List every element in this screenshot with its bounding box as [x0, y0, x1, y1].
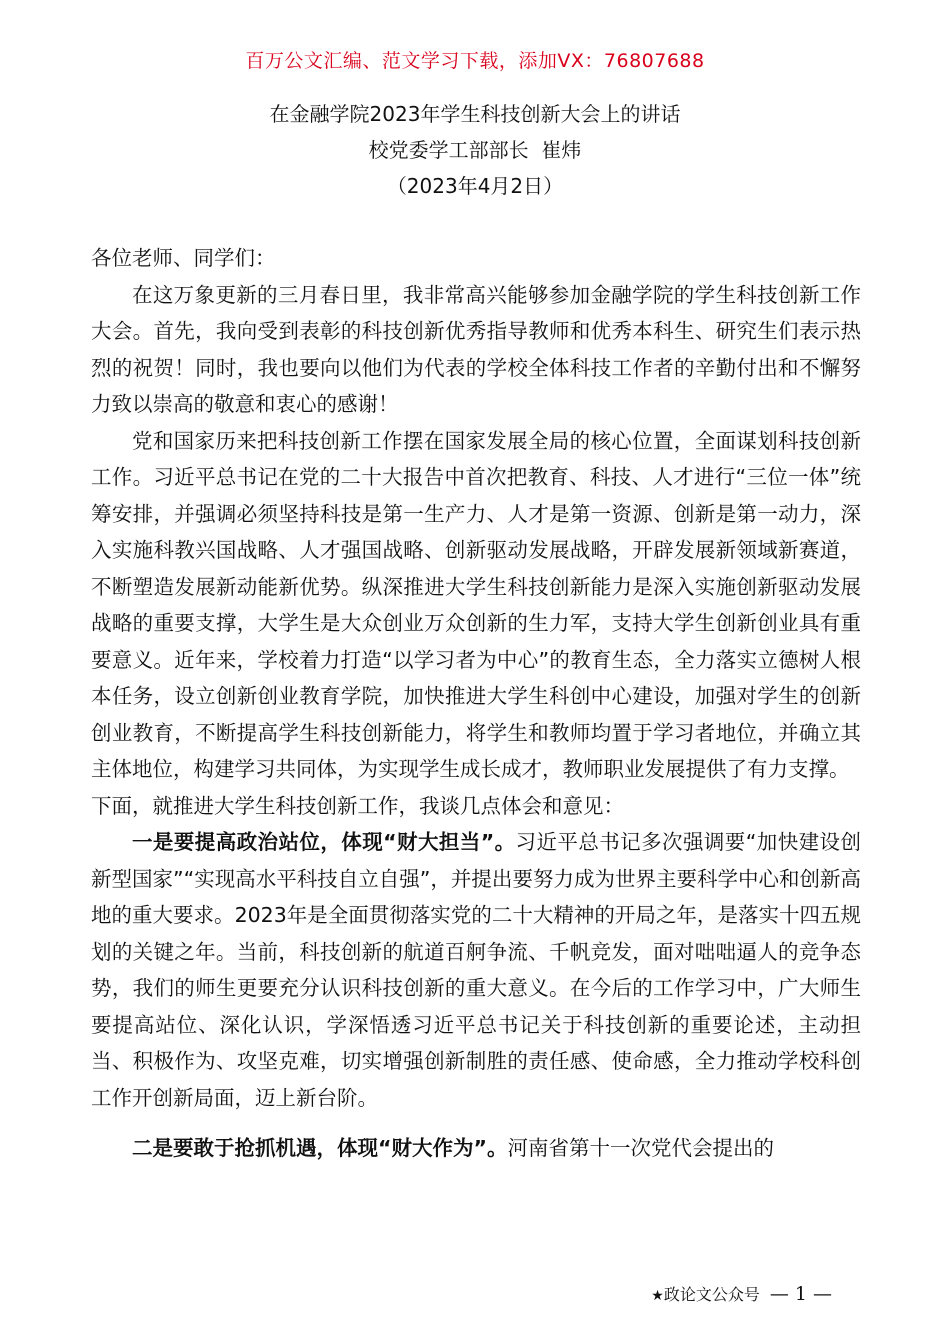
speech-date: （2023年4月2日） — [386, 174, 564, 198]
star-icon: ★ — [651, 1288, 664, 1304]
footer-source: 政论文公众号 — [663, 1285, 760, 1304]
page-number: — 1 — — [769, 1283, 832, 1305]
point-2-text: 河南省第十一次党代会提出的 — [507, 1136, 774, 1160]
point-1-heading: 一是要提高政治站位，体现“财大担当”。 — [132, 830, 516, 854]
paragraph-5 — [91, 1130, 861, 1167]
speech-body — [91, 240, 861, 1167]
ad-banner: 百万公文汇编、范文学习下载，添加VX：76807688 — [245, 50, 705, 72]
point-1-text: 习近平总书记多次强调要“加快建设创新型国家”“实现高水平科技自立自强”，并提出要努力成为世界主要科学中心和创新高地的重大要求。2023年是全面贯彻落实党的二十大精神的开局之年，是落实十四五规划的关键之年。当前，科技创新的航道百舸争流、千帆竞发，面对咄咄逼人的竞争态势，我们的师生更要充分认识科技创新的重大意义。在今后的工作学习中，广大师生要提高站位、深化认识，学深悟透习近平总书记关于科技创新的重要论述，主动担当、积极作为、攻坚克难，切实增强创新制胜的责任感、使命感，全力推动学校科创工作开创新局面，迈上新台阶。 — [91, 830, 861, 1110]
paragraph-3: 下面，就推进大学生科技创新工作，我谈几点体会和意见： — [91, 793, 624, 818]
paragraph-4 — [91, 824, 861, 1116]
point-2-heading: 二是要敢于抢抓机遇，体现“财大作为”。 — [132, 1136, 508, 1160]
salutation: 各位老师、同学们： — [91, 246, 276, 270]
paragraph-2: 党和国家历来把科技创新工作摆在国家发展全局的核心位置，全面谋划科技创新工作。习近平总书记在党的二十大报告中首次把教育、科技、人才进行“三位一体”统筹安排，并强调必须坚持科技是第一生产力、人才是第一资源、创新是第一动力，深入实施科教兴国战略、人才强国战略、创新驱动发展战略，开辟发展新领域新赛道，不断塑造发展新动能新优势。纵深推进大学生科技创新能力是深入实施创新驱动发展战略的重要支撑，大学生是大众创业万众创新的生力军，支持大学生创新创业具有重要意义。近年来，学校着力打造“以学习者为中心”的教育生态，全力落实立德树人根本任务，设立创新创业教育学院，加快推进大学生科创中心建设，加强对学生的创新创业教育，不断提高学生科技创新能力，将学生和教师均置于学习者地位，并确立其主体地位，构建学习共同体，为实现学生成长成才，教师职业发展提供了有力支撑。 — [91, 428, 861, 781]
paragraph-1: 在这万象更新的三月春日里，我非常高兴能够参加金融学院的学生科技创新工作大会。首先，我向受到表彰的科技创新优秀指导教师和优秀本科生、研究生们表示热烈的祝贺！同时，我也要向以他们为代表的学校全体科技工作者的辛勤付出和不懈努力致以崇高的敬意和衷心的感谢！ — [91, 282, 861, 416]
page-footer — [651, 1282, 832, 1305]
speaker-line: 校党委学工部部长 崔炜 — [368, 138, 582, 162]
speech-title: 在金融学院2023年学生科技创新大会上的讲话 — [269, 102, 681, 126]
title-block — [0, 96, 950, 204]
